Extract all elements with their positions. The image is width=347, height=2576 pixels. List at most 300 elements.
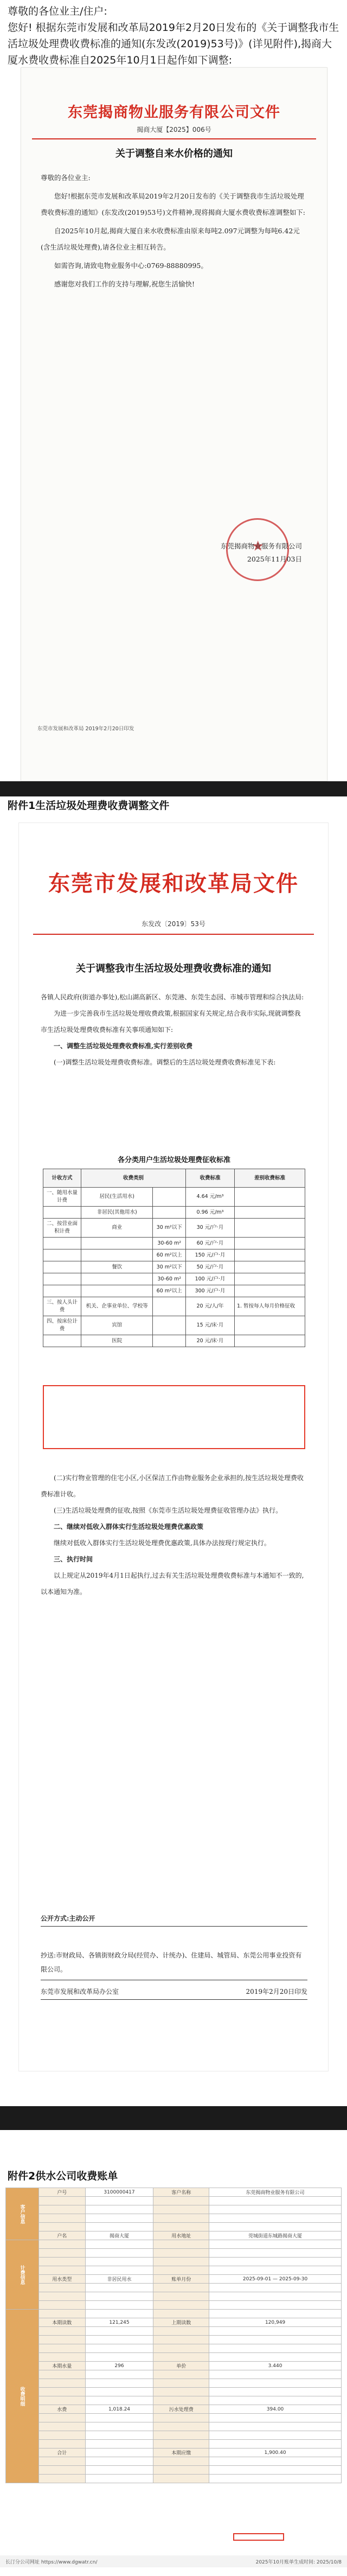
bill-cell (39, 2249, 86, 2258)
bill-cell (153, 2388, 209, 2396)
bill-cell (209, 2205, 342, 2214)
bill-row (6, 2379, 342, 2388)
bill-cell (85, 2223, 153, 2231)
bill-cell: 296 (85, 2362, 153, 2370)
bill-cell (85, 2249, 153, 2258)
bill-cell: 污水处理费 (153, 2405, 209, 2414)
bill-cell: 非居民用水 (85, 2275, 153, 2284)
bill-cell: 揭商大厦 (85, 2231, 153, 2240)
bureau-heading: 一、调整生活垃圾处理费收费标准,实行差别收费 (54, 1042, 193, 1050)
bill-cell (153, 2466, 209, 2475)
bill-cell (85, 2449, 153, 2457)
bill-cell: 121,245 (85, 2318, 153, 2327)
bureau-title: 关于调整我市生活垃圾处理费收费标准的通知 (76, 963, 271, 974)
tariff-cell (235, 1219, 305, 1238)
notice-company-header: 东莞揭商物业服务有限公司文件 (68, 104, 280, 121)
bill-cell: 户名 (39, 2231, 86, 2240)
bill-cell (153, 2327, 209, 2336)
bill-cell (39, 2223, 86, 2231)
tariff-cell: 二、按营业面积计费 (43, 1219, 81, 1238)
bill-row (6, 2396, 342, 2405)
tariff-cell: 15 元/床·月 (186, 1316, 235, 1335)
bill-cell (85, 2466, 153, 2475)
bill-cell (85, 2301, 153, 2310)
tariff-cell (43, 1261, 81, 1273)
bill-cell (85, 2327, 153, 2336)
bill-cell (39, 2301, 86, 2310)
bill-cell: 上期读数 (153, 2318, 209, 2327)
bill-row (6, 2240, 342, 2249)
bill-cell (85, 2440, 153, 2449)
tariff-table-title: 各分类用户生活垃圾处理费征收标准 (117, 1156, 230, 1164)
tariff-cell: 30 m²以下 (153, 1261, 186, 1273)
bill-cell (153, 2258, 209, 2266)
bill-row (6, 2344, 342, 2353)
bill-cell: 合计 (39, 2449, 86, 2457)
bill-row (6, 2327, 342, 2336)
tariff-cell (153, 1335, 186, 1347)
bill-cell (153, 2440, 209, 2449)
bill-cell: 本期读数 (39, 2318, 86, 2327)
tariff-cell: 非居民(其他用水) (81, 1207, 153, 1219)
bill-cell (39, 2205, 86, 2214)
tariff-cell: 60 元/户·月 (186, 1238, 235, 1249)
divider (41, 1999, 307, 2000)
bill-cell (85, 2214, 153, 2223)
bill-cell (39, 2396, 86, 2405)
bill-cell (153, 2310, 209, 2318)
signature-date: 2025年11月03日 (247, 555, 302, 563)
bill-cell: 账单月份 (153, 2275, 209, 2284)
bill-row (6, 2223, 342, 2231)
bill-cell (85, 2422, 153, 2431)
notice-footer: 东莞市发展和改革局 2019年2月20日印发 (37, 726, 134, 732)
issue-date: 2019年2月20日印发 (246, 1988, 307, 1995)
tariff-cell: 100 元/户·月 (186, 1273, 235, 1285)
bill-cell: 1,018.24 (85, 2405, 153, 2414)
bill-cell (209, 2440, 342, 2449)
bill-cell (209, 2344, 342, 2353)
tariff-cell (43, 1285, 81, 1297)
notice-doc-number: 揭商大厦【2025】006号 (137, 126, 211, 133)
tariff-cell (153, 1188, 186, 1207)
bill-row (6, 2440, 342, 2449)
tariff-cell: 20 元/人/年 (186, 1297, 235, 1316)
bill-cell (209, 2223, 342, 2231)
bill-cell: 1,900.40 (209, 2449, 342, 2457)
bill-cell (85, 2370, 153, 2379)
tariff-row (43, 1219, 305, 1238)
bill-cell (153, 2414, 209, 2422)
bill-cell (209, 2396, 342, 2405)
tariff-cell (235, 1261, 305, 1273)
tariff-cell (235, 1316, 305, 1335)
bill-row (6, 2353, 342, 2362)
bill-row (6, 2318, 342, 2327)
tariff-cell (235, 1273, 305, 1285)
tariff-table (43, 1169, 305, 1347)
bill-cell (39, 2266, 86, 2275)
bill-cell (209, 2292, 342, 2301)
bureau-paragraph: (三)生活垃圾处理费的征收,按照《东莞市生活垃圾处理费征收管理办法》执行。 (54, 1507, 282, 1514)
issuer-line (41, 1987, 307, 1996)
bill-row (6, 2414, 342, 2422)
bill-cell (153, 2240, 209, 2249)
tariff-cell: 商业 (81, 1219, 153, 1238)
bill-cell (153, 2284, 209, 2292)
bureau-doc-number: 东发改〔2019〕53号 (142, 920, 205, 928)
bill-cell (85, 2336, 153, 2344)
tariff-cell: 机关、企事业单位、学校等 (81, 1297, 153, 1316)
bill-cell (153, 2379, 209, 2388)
bill-row (6, 2457, 342, 2466)
bill-cell (85, 2197, 153, 2205)
bill-cell (209, 2457, 342, 2466)
tariff-cell (81, 1285, 153, 1297)
tariff-header: 收费类别 (81, 1169, 186, 1188)
tariff-cell (235, 1188, 305, 1207)
tariff-cell: 一、随用水量计费 (43, 1188, 81, 1207)
bill-cell (209, 2370, 342, 2379)
tariff-cell (235, 1335, 305, 1347)
tariff-row (43, 1261, 305, 1273)
tariff-cell (153, 1316, 186, 1335)
bill-row (6, 2466, 342, 2475)
bill-row (6, 2388, 342, 2396)
section-divider (0, 2106, 347, 2130)
bill-cell (39, 2240, 86, 2249)
bill-cell (209, 2214, 342, 2223)
tariff-cell: 四、按床位计费 (43, 1316, 81, 1335)
bill-row (6, 2197, 342, 2205)
notice-paragraph: 自2025年10月起,揭商大厦自来水收费标准由原来每吨2.097元调整为每吨6.42元(含生活垃圾处理费),请各位业主相互转告。 (41, 227, 300, 251)
bill-side-label: 收费明细 (6, 2310, 39, 2483)
tariff-row (43, 1335, 305, 1347)
bill-row (6, 2336, 342, 2344)
bill-cell (39, 2292, 86, 2301)
bill-row (6, 2258, 342, 2266)
bill-cell (153, 2197, 209, 2205)
bill-cell: 3100000417 (85, 2188, 153, 2197)
notice-paragraph: 感谢您对我们工作的支持与理解,祝您生活愉快! (54, 280, 195, 288)
bill-cell (153, 2266, 209, 2275)
notice-paragraph: 您好!根据东莞市发展和改革局2019年2月20日发布的《关于调整我市生活垃圾处理费收费标准的通知》(东发改(2019)53号)文件精神,现将揭商大厦水费收费标准调整如下: (41, 192, 305, 216)
bill-cell: 2025-09-01 — 2025-09-30 (209, 2275, 342, 2284)
bill-cell: 本期应缴 (153, 2449, 209, 2457)
tariff-cell (235, 1238, 305, 1249)
water-bill-scan (0, 2188, 347, 2567)
greeting: 尊敬的各位业主/住户: (8, 5, 107, 17)
tariff-row (43, 1249, 305, 1261)
bureau-paragraph: 为进一步完善我市生活垃圾处理收费政策,根据国家有关规定,结合我市实际,现就调整我市生活垃圾处理费收费标准有关事项通知如下: (41, 1010, 301, 1034)
bill-cell (85, 2344, 153, 2353)
bill-cell (39, 2457, 86, 2466)
bill-cell (153, 2292, 209, 2301)
bill-cell (39, 2370, 86, 2379)
bill-cell: 东莞揭商物业服务有限公司 (209, 2188, 342, 2197)
bill-footer (0, 2555, 347, 2567)
bill-cell (39, 2310, 86, 2318)
bill-row (6, 2449, 342, 2457)
bill-footer-left: 长汀分公司网址 https://www.dgwatr.cn/ (5, 2560, 98, 2565)
bill-cell (85, 2396, 153, 2405)
bill-cell (153, 2336, 209, 2344)
bill-cell (85, 2414, 153, 2422)
bill-cell: 户号 (39, 2188, 86, 2197)
bill-cell (209, 2379, 342, 2388)
bureau-document-scan (18, 822, 329, 2071)
bill-cell (85, 2457, 153, 2466)
total-highlight-box (233, 2533, 284, 2541)
intro-text (0, 0, 347, 68)
bill-cell (153, 2396, 209, 2405)
bureau-header: 东莞市发展和改革局文件 (48, 871, 299, 896)
bureau-body (19, 975, 328, 1070)
bill-row (6, 2231, 342, 2240)
tariff-cell (235, 1207, 305, 1219)
bill-cell (85, 2240, 153, 2249)
bill-row (6, 2475, 342, 2483)
attachment2-title: 附件2供水公司收费账单 (8, 2170, 118, 2182)
bill-row (6, 2310, 342, 2318)
signature-company: 东莞揭商物业服务有限公司 (220, 542, 302, 550)
bill-cell (153, 2223, 209, 2231)
notice-paragraph: 如需咨询,请致电物业服务中心:0769-88880995。 (54, 262, 208, 270)
bill-cell (85, 2475, 153, 2483)
bill-cell (85, 2353, 153, 2362)
bill-cell (209, 2414, 342, 2422)
tariff-cell (235, 1249, 305, 1261)
bill-cell (153, 2205, 209, 2214)
tariff-table-block (43, 1154, 305, 1347)
issuer-office: 东莞市发展和改革局办公室 (41, 1988, 119, 1995)
bill-row (6, 2284, 342, 2292)
bill-row (6, 2301, 342, 2310)
tariff-cell: 居民(生活用水) (81, 1188, 153, 1207)
tariff-row (43, 1316, 305, 1335)
bureau-heading: 三、执行时间 (54, 1555, 93, 1563)
bill-cell (39, 2475, 86, 2483)
tariff-cell: 30-60 m² (153, 1273, 186, 1285)
tariff-cell: 30 元/户·月 (186, 1219, 235, 1238)
bill-cell (153, 2422, 209, 2431)
notice-title: 关于调整自来水价格的通知 (115, 148, 233, 160)
bill-row (6, 2205, 342, 2214)
bill-cell (39, 2327, 86, 2336)
bill-cell (209, 2475, 342, 2483)
bill-cell (85, 2379, 153, 2388)
bureau-paragraph: (一)调整生活垃圾处理费收费标准。调整后的生活垃圾处理费收费标准见下表: (54, 1059, 276, 1066)
bill-cell: 用水地址 (153, 2231, 209, 2240)
bill-cell: 3.440 (209, 2362, 342, 2370)
attachment1-title: 附件1生活垃圾处理费收费调整文件 (8, 800, 170, 812)
bill-cell (209, 2466, 342, 2475)
bill-cell (209, 2353, 342, 2362)
bill-cell: 本期水量 (39, 2362, 86, 2370)
bill-side-label: 客户信息 (6, 2188, 39, 2240)
tariff-cell: 50 元/户·月 (186, 1261, 235, 1273)
bill-row (6, 2405, 342, 2414)
bill-cell (39, 2336, 86, 2344)
bill-row (6, 2214, 342, 2223)
bill-cell (209, 2240, 342, 2249)
bill-cell: 120,949 (209, 2318, 342, 2327)
bill-cell (153, 2370, 209, 2379)
bill-row (6, 2362, 342, 2370)
bill-cell (39, 2344, 86, 2353)
tariff-cell (81, 1249, 153, 1261)
bill-cell (153, 2431, 209, 2440)
bill-cell (153, 2475, 209, 2483)
tariff-cell (235, 1285, 305, 1297)
tariff-cell: 60 m²以上 (153, 1249, 186, 1261)
tariff-cell: 宾馆 (81, 1316, 153, 1335)
tariff-cell (43, 1335, 81, 1347)
bill-cell (209, 2336, 342, 2344)
bill-cell: 莞城街道东城路揭商大厦 (209, 2231, 342, 2240)
bill-cell (85, 2310, 153, 2318)
bill-cell: 水费 (39, 2405, 86, 2414)
tariff-row (43, 1207, 305, 1219)
bureau-paragraph: (二)实行物业管理的住宅小区,小区保洁工作由物业服务企业承担的,按生活垃圾处理费收费标准计收。 (41, 1474, 304, 1498)
tariff-cell: 30-60 m² (153, 1238, 186, 1249)
bill-cell (209, 2310, 342, 2318)
bill-cell (39, 2440, 86, 2449)
bill-cell (85, 2258, 153, 2266)
bill-cell (153, 2249, 209, 2258)
bill-cell (209, 2327, 342, 2336)
bill-cell (153, 2457, 209, 2466)
tariff-cell: 150 元/户·月 (186, 1249, 235, 1261)
bill-cell (85, 2266, 153, 2275)
notice-red-divider (32, 138, 316, 139)
bill-cell (39, 2466, 86, 2475)
tariff-cell (81, 1273, 153, 1285)
publication-method: 公开方式:主动公开 (41, 1915, 95, 1922)
bill-cell (153, 2353, 209, 2362)
bill-cell (153, 2301, 209, 2310)
bill-cell (39, 2422, 86, 2431)
tariff-cell: 4.64 元/m³ (186, 1188, 235, 1207)
bill-cell (39, 2379, 86, 2388)
tariff-cell (81, 1238, 153, 1249)
bill-cell: 客户名称 (153, 2188, 209, 2197)
tariff-cell: 0.96 元/m³ (186, 1207, 235, 1219)
tariff-cell: 三、按人头计费 (43, 1297, 81, 1316)
bill-cell (209, 2197, 342, 2205)
tariff-row (43, 1238, 305, 1249)
bill-cell (39, 2284, 86, 2292)
bill-row (6, 2431, 342, 2440)
bill-cell (39, 2388, 86, 2396)
bill-cell (85, 2205, 153, 2214)
tariff-header: 计收方式 (43, 1169, 81, 1188)
bill-cell (85, 2431, 153, 2440)
bill-side-label: 计费信息 (6, 2240, 39, 2310)
bill-cell (209, 2249, 342, 2258)
bill-cell (209, 2388, 342, 2396)
bill-cell (209, 2266, 342, 2275)
bureau-red-divider (33, 934, 314, 935)
tariff-header: 收费标准 (186, 1169, 235, 1188)
bill-cell (209, 2431, 342, 2440)
bill-row (6, 2275, 342, 2284)
tariff-cell (153, 1297, 186, 1316)
tariff-row (43, 1297, 305, 1316)
bill-cell (39, 2431, 86, 2440)
bill-cell (85, 2284, 153, 2292)
tariff-row (43, 1285, 305, 1297)
bill-footer-right: 2025年10月账单生成时间: 2025/10/8 (255, 2560, 342, 2565)
tariff-row (43, 1188, 305, 1207)
bill-cell: 单价 (153, 2362, 209, 2370)
bill-cell (39, 2353, 86, 2362)
bill-row (6, 2188, 342, 2197)
tariff-cell: 300 元/户·月 (186, 1285, 235, 1297)
tariff-cell (43, 1273, 81, 1285)
tariff-cell: 餐饮 (81, 1261, 153, 1273)
divider (41, 1926, 307, 1927)
bill-cell (209, 2258, 342, 2266)
bill-cell: 用水类型 (39, 2275, 86, 2284)
bureau-paragraph: 以上规定从2019年4月1日起执行,过去有关生活垃圾处理费收费标准与本通知不一致的,以本通知为准。 (41, 1572, 304, 1596)
bureau-publication-block (41, 1886, 307, 2003)
bill-row (6, 2370, 342, 2379)
bureau-body-continued (41, 1470, 307, 1600)
bill-cell (209, 2422, 342, 2431)
bill-cell (39, 2258, 86, 2266)
notice-signature (221, 540, 302, 566)
tariff-cell: 60 m²以上 (153, 1285, 186, 1297)
section-divider (0, 781, 347, 796)
bill-cell (153, 2344, 209, 2353)
tariff-header: 差别收费标准 (235, 1169, 305, 1188)
bureau-salutation: 各镇人民政府(街道办事处),松山湖高新区、东莞港、东莞生态园、市城市管理和综合执法局: (41, 993, 304, 1001)
intro-body: 您好! 根据东莞市发展和改革局2019年2月20日发布的《关于调整我市生活垃圾处理费收费标准的通知(东发改(2019)53号)》(详见附件),揭商大厦水费收费标准自2025年10月1日起作如下调整: (8, 22, 339, 66)
highlight-box (43, 1385, 305, 1449)
tariff-row (43, 1273, 305, 1285)
bill-cell (39, 2414, 86, 2422)
tariff-cell (153, 1207, 186, 1219)
property-notice-scan (21, 67, 327, 781)
tariff-cell: 20 元/床·月 (186, 1335, 235, 1347)
bill-cell: 394.00 (209, 2405, 342, 2414)
bill-row (6, 2249, 342, 2258)
bill-cell (39, 2214, 86, 2223)
bill-cell (209, 2301, 342, 2310)
tariff-cell: 医院 (81, 1335, 153, 1347)
bill-table (5, 2188, 342, 2483)
bureau-paragraph: 继续对低收入群体实行生活垃圾处理费优惠政策,具体办法按现行规定执行。 (54, 1539, 271, 1547)
notice-body (21, 160, 327, 292)
bill-cell (85, 2292, 153, 2301)
tariff-cell: 1. 暂按每人每月价格征收 (235, 1297, 305, 1316)
bill-cell (39, 2197, 86, 2205)
tariff-cell: 30 m²以下 (153, 1219, 186, 1238)
bill-cell (209, 2284, 342, 2292)
bill-row (6, 2266, 342, 2275)
bill-row (6, 2422, 342, 2431)
bill-cell (153, 2214, 209, 2223)
bureau-heading: 二、继续对低收入群体实行生活垃圾处理费优惠政策 (54, 1523, 204, 1531)
tariff-cell (43, 1238, 81, 1249)
tariff-cell (43, 1249, 81, 1261)
bill-row (6, 2292, 342, 2301)
cc-list: 抄送:市财政局、各镇街财政分局(经贸办、计统办)、住建局、城管局、东莞公用事业投资有限公司。 (41, 1952, 302, 1973)
bill-cell (85, 2388, 153, 2396)
notice-salutation: 尊敬的各位业主: (41, 174, 91, 182)
tariff-cell (43, 1207, 81, 1219)
